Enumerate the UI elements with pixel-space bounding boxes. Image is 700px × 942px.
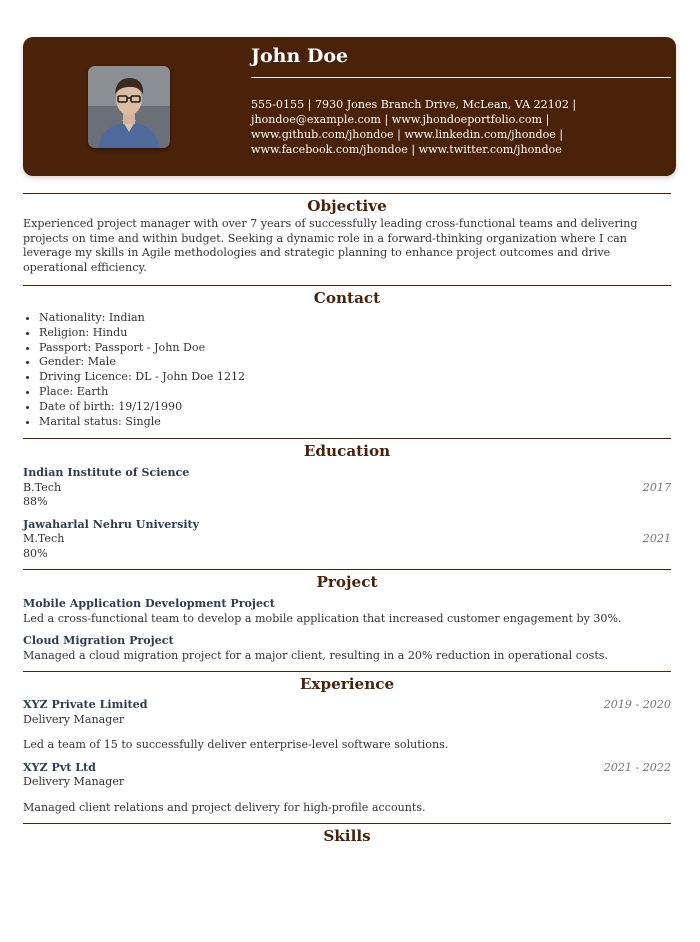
contact-line: 555-0155 | 7930 Jones Branch Drive, McLean, VA 22102 | [251, 98, 577, 111]
section-divider [23, 823, 671, 824]
employment-period: 2019 - 2020 [603, 698, 671, 712]
job-description: Managed client relations and project delivery for high-profile accounts. [23, 800, 426, 814]
list-item: • Marital status: Single [39, 415, 671, 430]
contact-line: www.github.com/jhondoe | www.linkedin.com/jhondoe | [251, 128, 564, 141]
experience-entry [23, 761, 671, 816]
candidate-name: John Doe [251, 45, 349, 67]
contact-line: jhondoe@example.com | www.jhondoeportfolio.com | [251, 113, 550, 126]
section-divider [23, 285, 671, 286]
employment-period: 2021 - 2022 [603, 760, 671, 774]
profile-photo-image [88, 66, 170, 148]
profile-photo [88, 66, 170, 148]
section-title-education: Education [303, 442, 391, 461]
section-title-skills: Skills [323, 827, 371, 846]
section-divider [23, 438, 671, 439]
job-role: Delivery Manager [23, 712, 125, 726]
project-description: Led a cross-functional team to develop a mobile application that increased customer engagement by 30%. [23, 611, 622, 625]
section-divider [23, 193, 671, 194]
section-title-project: Project [316, 573, 378, 592]
list-item: • Religion: Hindu [39, 326, 671, 341]
contact-details-list [23, 311, 671, 429]
experience-entry [23, 698, 671, 753]
company-name: XYZ Private Limited 2019 - 2020 [23, 698, 671, 712]
section-title-objective: Objective [307, 197, 387, 215]
score: 88% [23, 495, 48, 509]
list-item: • Nationality: Indian [39, 311, 671, 326]
resume-body [23, 193, 671, 847]
job-role: Delivery Manager [23, 775, 125, 789]
institution-name: Indian Institute of Science [23, 466, 190, 480]
project-entry [23, 634, 671, 663]
section-divider [23, 671, 671, 672]
education-entry [23, 518, 671, 562]
header-contact-info [251, 97, 671, 157]
company-name: XYZ Pvt Ltd 2021 - 2022 [23, 760, 671, 774]
degree: M.Tech 2021 [23, 532, 671, 546]
section-divider [23, 569, 671, 570]
education-entry [23, 466, 671, 510]
list-item: • Date of birth: 19/12/1990 [39, 400, 671, 415]
graduation-year: 2017 [642, 480, 671, 494]
institution-name: Jawaharlal Nehru University [23, 517, 200, 531]
degree: B.Tech 2017 [23, 480, 671, 494]
graduation-year: 2021 [642, 532, 671, 546]
objective-text: Experienced project manager with over 7 years of successfully leading cross-functional teams and delivering projects on time and within budget. Seeking a dynamic role in a forward-thinking organization where I can leverage my skills in Agile methodologies and strategic planning to enhance project outcomes and drive operational efficiency. [23, 217, 638, 274]
score: 80% [23, 546, 48, 560]
list-item: • Passport: Passport - John Doe [39, 341, 671, 356]
project-name: Mobile Application Development Project [23, 597, 275, 611]
resume-header [23, 37, 676, 176]
list-item: • Place: Earth [39, 385, 671, 400]
project-description: Managed a cloud migration project for a major client, resulting in a 20% reduction in operational costs. [23, 648, 609, 662]
section-title-experience: Experience [299, 675, 395, 694]
list-item: • Driving Licence: DL - John Doe 1212 [39, 370, 671, 385]
project-entry [23, 597, 671, 626]
job-description: Led a team of 15 to successfully deliver enterprise-level software solutions. [23, 738, 449, 752]
list-item: • Gender: Male [39, 355, 671, 370]
project-name: Cloud Migration Project [23, 634, 174, 648]
contact-line: www.facebook.com/jhondoe | www.twitter.com/jhondoe [251, 143, 562, 156]
name-divider [251, 77, 671, 78]
section-title-contact: Contact [313, 289, 381, 307]
